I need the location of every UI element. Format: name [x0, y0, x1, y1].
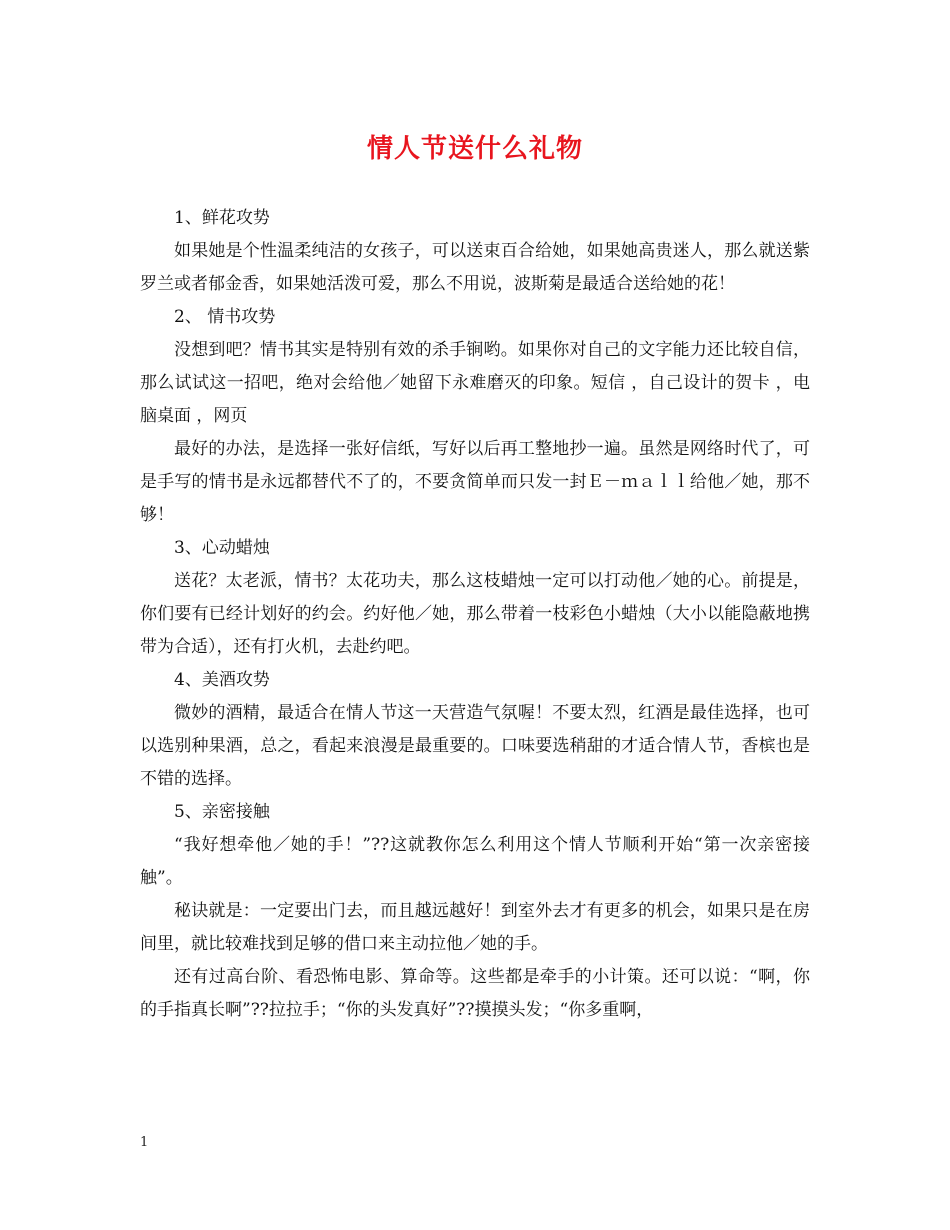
paragraph: “我好想牵他／她的手！”??这就教你怎么利用这个情人节顺利开始“第一次亲密接触”。	[140, 835, 810, 888]
paragraph: 最好的办法，是选择一张好信纸，写好以后再工整地抄一遍。虽然是网络时代了，可是手写的情书是永远都替代不了的，不要贪简单而只发一封Ｅ－ｍａｌｌ给他／她，那不够！	[140, 439, 810, 525]
section-heading-candle: 3、心动蜡烛	[174, 538, 270, 558]
section-heading-love-letter: 2、 情书攻势	[174, 307, 276, 327]
paragraph: 如果她是个性温柔纯洁的女孩子，可以送束百合给她，如果她高贵迷人，那么就送紫罗兰或者郁金香，如果她活泼可爱，那么不用说，波斯菊是最适合送给她的花！	[140, 241, 810, 294]
paragraph: 送花？太老派，情书？太花功夫，那么这枝蜡烛一定可以打动他／她的心。前提是，你们要有已经计划好的约会。约好他／她，那么带着一枝彩色小蜡烛（大小以能隐蔽地携带为合适），还有打火机，去赴约吧。	[140, 571, 810, 657]
paragraph: 没想到吧？情书其实是特别有效的杀手锏哟。如果你对自己的文字能力还比较自信，那么试试这一招吧，绝对会给他／她留下永难磨灭的印象。短信 ，自己设计的贺卡 ，电脑桌面 ，网页	[140, 340, 810, 426]
section-heading-wine: 4、美酒攻势	[174, 670, 270, 690]
section-heading-contact: 5、亲密接触	[174, 802, 270, 822]
paragraph: 秘诀就是：一定要出门去，而且越远越好！到室外去才有更多的机会，如果只是在房间里，就比较难找到足够的借口来主动拉他／她的手。	[140, 901, 810, 954]
document-body	[140, 202, 810, 1027]
page-number: 1	[140, 1135, 149, 1150]
section-heading-flowers: 1、鲜花攻势	[174, 208, 270, 228]
paragraph: 还有过高台阶、看恐怖电影、算命等。这些都是牵手的小计策。还可以说：“啊，你的手指真长啊”??拉拉手；“你的头发真好”??摸摸头发；“你多重啊，	[140, 967, 810, 1020]
paragraph: 微妙的酒精，最适合在情人节这一天营造气氛喔！不要太烈，红酒是最佳选择，也可以选别种果酒，总之，看起来浪漫是最重要的。口味要选稍甜的才适合情人节，香槟也是不错的选择。	[140, 703, 810, 789]
document-title: 情人节送什么礼物	[366, 134, 583, 164]
